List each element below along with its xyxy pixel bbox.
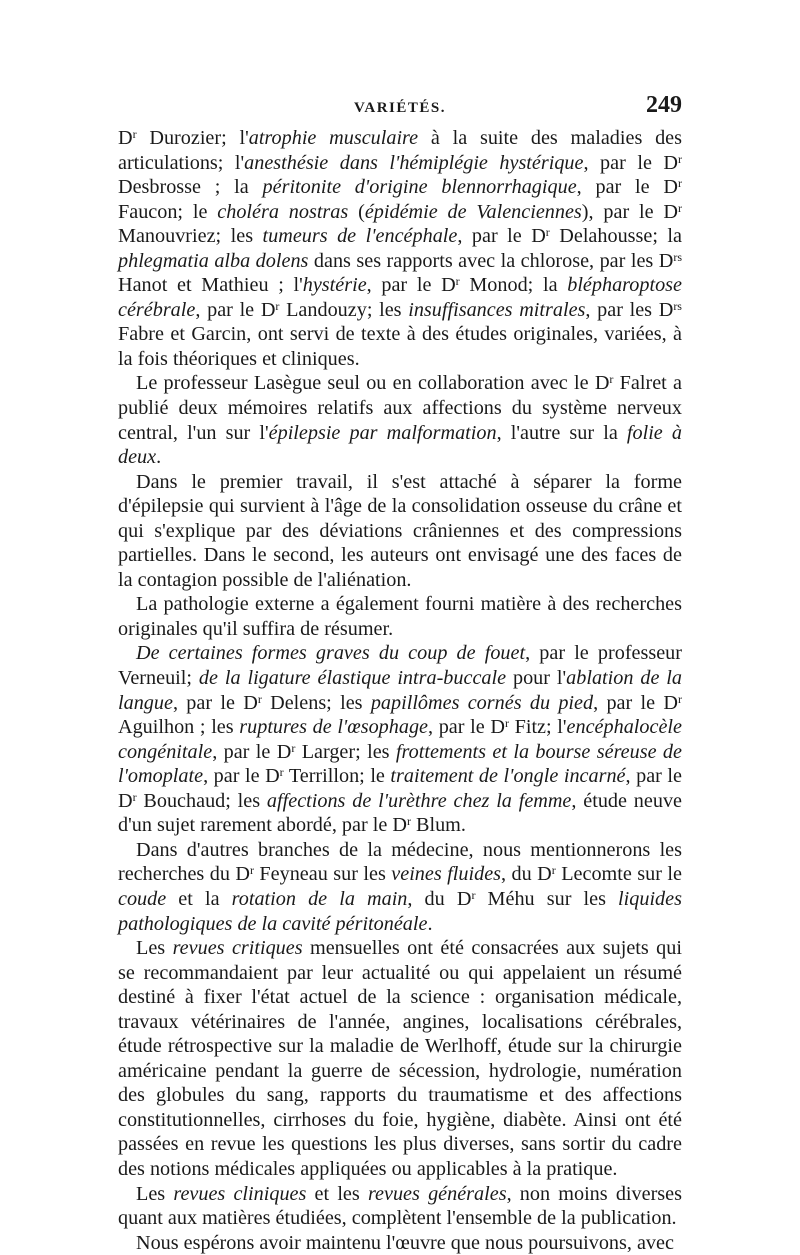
superscript: r [545, 225, 550, 240]
superscript: r [678, 200, 682, 215]
superscript: r [678, 151, 682, 166]
italic-term: tumeurs de l'encéphale [262, 225, 458, 248]
paragraph-8 [118, 1182, 682, 1231]
italic-term: veines fluides [391, 863, 502, 886]
italic-term: insuffisances mitrales [408, 298, 586, 321]
superscript: rs [673, 249, 682, 264]
paragraph-2 [118, 371, 682, 469]
paragraph-7 [118, 936, 682, 1181]
text-run: , par le D [212, 740, 292, 763]
italic-term: anesthésie dans l'hémiplégie hystérique [244, 151, 584, 174]
italic-term: affections de l'urèthre chez la femme [266, 789, 572, 812]
paragraph-4: La pathologie externe a également fourni matière à des recherches originales qu'il suffira de résumer. [118, 593, 682, 640]
italic-term: de la ligature élastique intra-buccale [198, 667, 507, 690]
text-run: . [427, 912, 433, 935]
running-title: VARIÉTÉS. [353, 100, 446, 116]
italic-term: liquides pathologiques de la cavité péritonéale [118, 887, 682, 935]
text-run: , par le D [593, 691, 678, 714]
italic-term: frottements et la bourse séreuse de l'omoplate [118, 740, 682, 788]
text-run: , étude neuve d'un sujet rarement abordé, par le D [118, 789, 682, 837]
text-run: Bouchaud; les [136, 789, 267, 812]
text-run: ), par le D [581, 200, 678, 223]
text-run: Manouvriez; les [118, 225, 263, 248]
superscript: r [275, 298, 280, 313]
superscript: r [257, 691, 262, 706]
italic-term: traitement de l'ongle incarné [390, 765, 626, 788]
text-run: Landouzy; les [279, 298, 409, 321]
superscript: r [291, 740, 296, 755]
paragraph-9: Nous espérons avoir maintenu l'œuvre que nous poursuivons, avec [136, 1231, 674, 1254]
text-run: à la suite des maladies des articulations; l' [118, 127, 682, 174]
text-run: Aguilhon ; les [118, 716, 240, 739]
italic-term: papillômes cornés du pied [370, 691, 594, 714]
superscript: r [406, 814, 411, 829]
text-run: et les [306, 1182, 368, 1205]
paragraph-6 [118, 838, 682, 936]
italic-term: épidémie de Valenciennes [364, 200, 582, 223]
italic-term: folie à deux [118, 421, 682, 469]
text-run: Feyneau sur les [253, 863, 392, 886]
text-run: Desbrosse ; la [118, 176, 263, 199]
text-run: Fabre et Garcin, ont servi de texte à des études originales, variées, à la fois théoriques et cliniques. [118, 323, 682, 370]
book-page [118, 92, 682, 1255]
text-run: pour l' [506, 667, 567, 690]
text-run: mensuelles ont été consacrées aux sujets qui se recommandaient par leur actualité ou qui appelaient un résumé destiné à fixer l'état actuel de la science : organisation médicale, travaux vétérinaires de l'année, angines, localisations cérébrales, étude rétrospective sur la maladie de Werlhoff, étude sur la chirurgie américaine pendant la guerre de sécession, hydrologie, numération des globules du sang, rapports du traumatisme et des affections constitutionnelles, cirrhoses du foie, hygiène, diabète. Ainsi ont été passées en revue les questions les plus diverses, sans sortir du cadre des notions médicales appliquées ou applicables à la pratique. [118, 937, 682, 1180]
page-number: 249 [646, 92, 682, 118]
text-run: Delens; les [261, 691, 371, 714]
running-head [118, 92, 682, 126]
italic-term: rotation de la main [231, 887, 408, 910]
text-run: , par le D [203, 765, 280, 788]
text-run: , par le D [172, 691, 258, 714]
text-run: , l'autre sur la [496, 421, 627, 444]
italic-term: choléra nostras [217, 200, 349, 223]
text-run: Les [136, 1182, 174, 1205]
text-run: , par le D [583, 151, 678, 174]
paragraph-1 [118, 126, 682, 371]
italic-term: encéphalocèle congénitale [118, 716, 682, 763]
superscript: r [609, 372, 614, 387]
text-run: Hanot et Mathieu ; l' [118, 274, 303, 297]
text-run: Durozier; l' [136, 127, 249, 149]
italic-term: blépharoptose cérébrale [118, 274, 682, 321]
italic-term: revues critiques [172, 937, 303, 960]
text-run: D [118, 127, 133, 149]
italic-term: revues cliniques [173, 1182, 307, 1205]
text-run: , du D [407, 887, 472, 910]
text-run: , par le D [118, 765, 682, 812]
italic-term: atrophie musculaire [248, 127, 419, 149]
text-run: et la [166, 887, 232, 910]
text-run: , par les D [585, 298, 674, 321]
text-run: ( [348, 200, 365, 223]
text-run: Méhu sur les [475, 887, 619, 910]
italic-term: ruptures de l'œsophage [239, 716, 428, 739]
superscript: r [471, 887, 476, 902]
paragraph-3: Dans le premier travail, il s'est attaché à séparer la forme d'épilepsie qui survient à l'âge de la consolidation osseuse du crâne et qui s'explique par des déviations crâniennes et des compressions partielles. Dans le second, les auteurs ont envisagé une des faces de la contagion possible de l'aliénation. [118, 470, 682, 591]
italic-term: ablation de la langue [118, 667, 683, 714]
body-text [118, 126, 682, 1255]
superscript: r [678, 176, 682, 191]
superscript: r [279, 765, 284, 780]
text-run: , par le D [366, 274, 456, 297]
superscript: r [504, 716, 509, 731]
text-run: Faucon; le [118, 200, 218, 223]
superscript: rs [673, 298, 682, 313]
text-run: Les [136, 937, 173, 960]
text-run: dans ses rapports avec la chlorose, par les D [308, 249, 674, 272]
text-run: Larger; les [295, 740, 396, 763]
text-run: Delahousse; la [549, 225, 682, 248]
text-run: , par le professeur Verneuil; [118, 642, 682, 690]
text-run: Monod; la [459, 274, 568, 297]
italic-term: revues générales [367, 1182, 507, 1205]
superscript: r [551, 863, 556, 878]
italic-term: phlegmatia alba dolens [118, 249, 309, 272]
text-run: , par le D [576, 176, 678, 199]
superscript: r [132, 789, 137, 804]
text-run: , par le D [457, 225, 546, 248]
text-run: Falret a publié deux mémoires relatifs aux affections du système nerveux central, l'un sur l' [118, 372, 682, 444]
italic-term: hystérie [302, 274, 367, 297]
text-run: Le professeur Lasègue seul ou en collaboration avec le D [136, 372, 610, 395]
italic-term: De certaines formes graves du coup de fouet [136, 642, 526, 665]
paragraph-5 [118, 641, 682, 837]
text-run: Terrillon; le [283, 765, 391, 788]
text-run: Dans d'autres branches de la médecine, nous mentionnerons les recherches du D [118, 838, 682, 886]
italic-term: coude [118, 887, 167, 910]
text-run: , par le D [195, 298, 276, 321]
text-run: . [156, 446, 162, 469]
superscript: r [132, 127, 137, 141]
text-run: Lecomte sur le [555, 863, 682, 886]
superscript: r [249, 863, 254, 878]
text-run: , non moins diverses quant aux matières étudiées, complètent l'ensemble de la publication. [118, 1182, 682, 1230]
text-run: Fitz; l' [508, 716, 567, 739]
text-run: Blum. [410, 814, 466, 837]
italic-term: épilepsie par malformation [268, 421, 497, 444]
text-run: , par le D [428, 716, 505, 739]
italic-term: péritonite d'origine blennorrhagique [262, 176, 577, 199]
superscript: r [455, 274, 460, 289]
text-run: , du D [501, 863, 552, 886]
superscript: r [677, 691, 682, 706]
